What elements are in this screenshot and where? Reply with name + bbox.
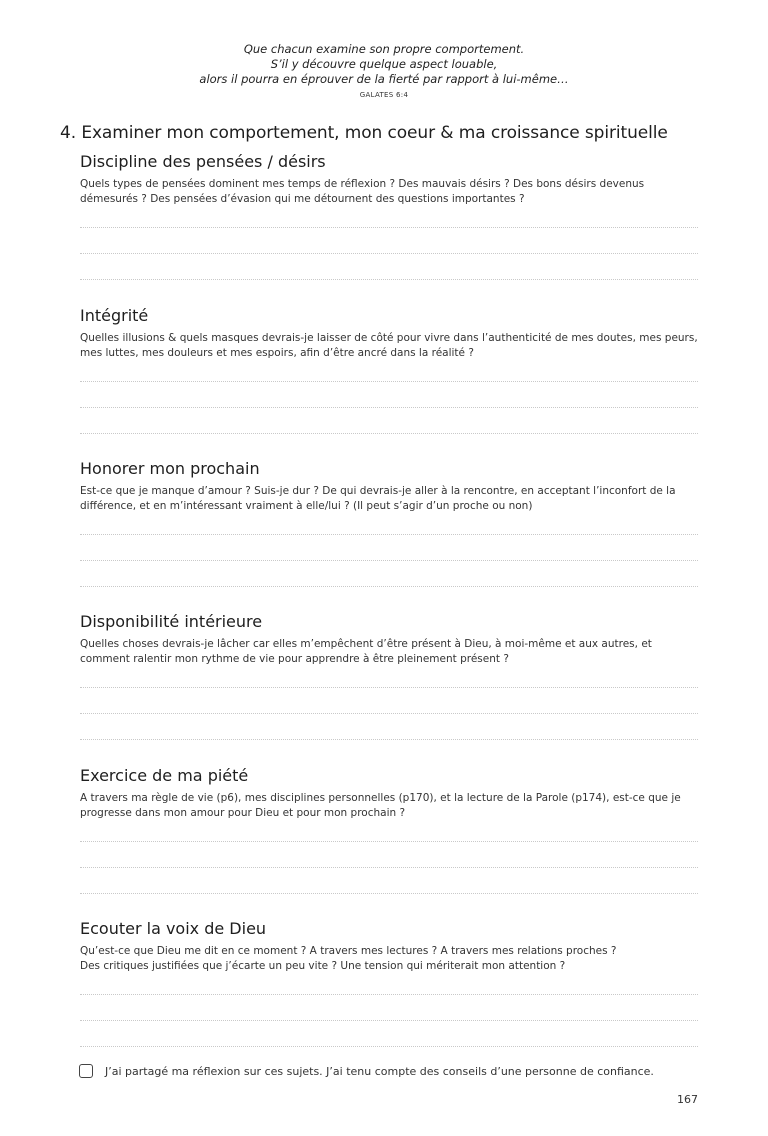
section-title: Ecouter la voix de Dieu (80, 919, 267, 938)
answer-line[interactable] (80, 560, 698, 561)
quote-reference: GALATES 6:4 (359, 91, 409, 99)
section-honor-neighbor (80, 459, 698, 514)
section-title: Discipline des pensées / désirs (80, 152, 326, 171)
answer-line[interactable] (80, 867, 698, 868)
answer-line[interactable] (80, 253, 698, 254)
quote-line-1: Que chacun examine son propre comportement. (243, 42, 525, 56)
section-title: Disponibilité intérieure (80, 612, 263, 631)
answer-line[interactable] (80, 893, 698, 894)
answer-line[interactable] (80, 227, 698, 228)
quote-line-3: alors il pourra en éprouver de la fierté par rapport à lui-même… (199, 72, 569, 86)
section-question: Quelles illusions & quels masques devrais-je laisser de côté pour vivre dans l’authenticité de mes doutes, mes peurs, mes luttes, mes douleurs et mes espoirs, afin d’être ancré dans la réalité ? (80, 332, 698, 359)
section-thought-discipline (80, 152, 698, 207)
section-question: Quelles choses devrais-je lâcher car elles m’empêchent d’être présent à Dieu, à moi-même et aux autres, et comment ralentir mon rythme de vie pour apprendre à être pleinement présent ? (80, 638, 652, 665)
answer-line[interactable] (80, 841, 698, 842)
answer-line[interactable] (80, 687, 698, 688)
section-title: Intégrité (80, 306, 149, 325)
answer-line[interactable] (80, 433, 698, 434)
page-number: 167 (677, 1093, 698, 1106)
section-title: Honorer mon prochain (80, 459, 260, 478)
section-question (80, 944, 698, 974)
section-integrity (80, 306, 698, 361)
epigraph-quote (0, 42, 768, 103)
section-title: Exercice de ma piété (80, 766, 249, 785)
section-question: Quels types de pensées dominent mes temps de réflexion ? Des mauvais désirs ? Des bons désirs devenus démesurés ? Des pensées d’évasion qui me détournent des questions importantes ? (80, 178, 645, 205)
answer-line[interactable] (80, 1020, 698, 1021)
page-title: 4. Examiner mon comportement, mon coeur & ma croissance spirituelle (60, 123, 668, 143)
section-listen-god (80, 919, 698, 974)
question-line-1: Qu’est-ce que Dieu me dit en ce moment ? A travers mes lectures ? A travers mes relations proches ? (80, 945, 617, 957)
answer-line[interactable] (80, 994, 698, 995)
answer-line[interactable] (80, 739, 698, 740)
confirmation-label: J’ai partagé ma réflexion sur ces sujets. J’ai tenu compte des conseils d’une personne de confiance. (105, 1064, 654, 1078)
answer-line[interactable] (80, 586, 698, 587)
quote-line-2: S’il y découvre quelque aspect louable, (270, 57, 498, 71)
answer-line[interactable] (80, 1046, 698, 1047)
answer-line[interactable] (80, 534, 698, 535)
section-inner-availability (80, 612, 698, 667)
confirmation-checkbox[interactable] (79, 1064, 93, 1078)
section-piety-exercise (80, 766, 698, 821)
question-line-2: Des critiques justifiées que j’écarte un peu vite ? Une tension qui mériterait mon attention ? (80, 960, 566, 972)
section-question: Est-ce que je manque d’amour ? Suis-je dur ? De qui devrais-je aller à la rencontre, en acceptant l’inconfort de la différence, et en m’intéressant vraiment à elle/lui ? (Il peut s’agir d’un proche ou non) (80, 485, 676, 512)
answer-line[interactable] (80, 381, 698, 382)
answer-line[interactable] (80, 407, 698, 408)
confirmation-row (79, 1064, 654, 1078)
answer-line[interactable] (80, 279, 698, 280)
answer-line[interactable] (80, 713, 698, 714)
section-question: A travers ma règle de vie (p6), mes disciplines personnelles (p170), et la lecture de la Parole (p174), est-ce que je progresse dans mon amour pour Dieu et pour mon prochain ? (80, 792, 681, 819)
